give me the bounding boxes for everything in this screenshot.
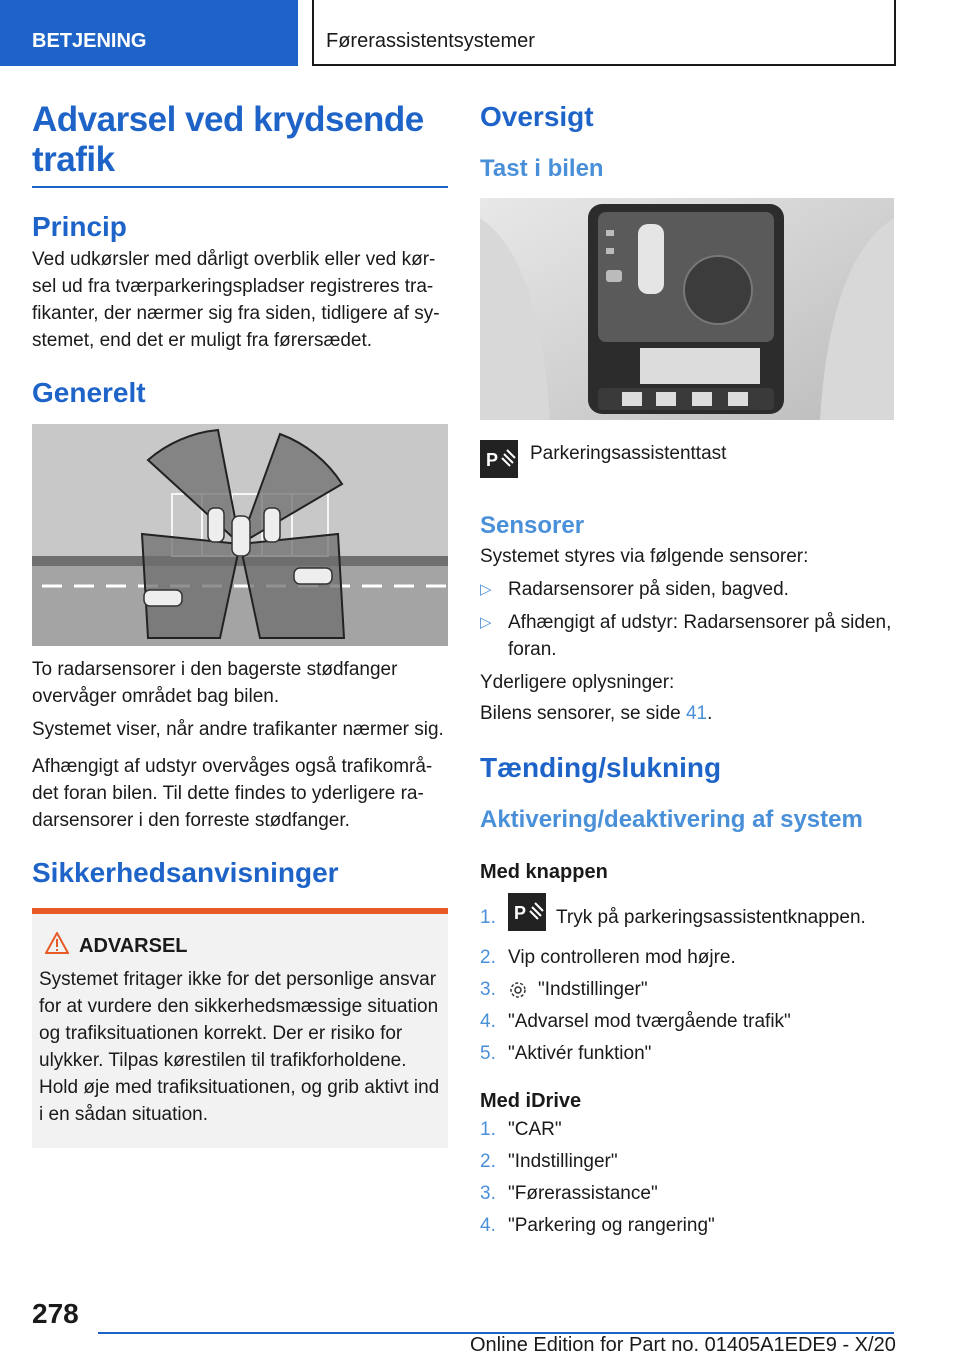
bullet-triangle-icon: ▷ [480, 581, 492, 598]
page-link[interactable]: 41 [685, 703, 708, 724]
list-item: 2. "Indstillinger" [480, 1151, 618, 1172]
list-item: 1. P Tryk på parkeringsassistentknappen. [480, 893, 900, 942]
principle-text: Ved udkørsler med dårligt overblik eller ved kør-sel ud fra tværparkeringspladser registreres tra-fikanter, der nærmer sig fra siden, tidligere af sy-stemet, end det er muligt fra førersædet. [32, 249, 440, 351]
warning-box [32, 908, 448, 1148]
button-heading: Tast i bilen [480, 155, 604, 182]
chapter-title: Førerassistentsystemer [312, 0, 896, 66]
idrive-steps [480, 1114, 900, 1242]
park-assist-icon [508, 893, 546, 942]
list-item: ▷ Afhængigt af udstyr: Radarsensorer på siden, foran. [480, 609, 900, 663]
figure-caption: To radarsensorer i den bagerste stødfanger overvåger området bag bilen. [32, 659, 398, 707]
list-item: 5. "Aktivér funktion" [480, 1043, 652, 1064]
section-tab: BETJENING [0, 0, 298, 66]
button-legend [480, 440, 900, 483]
principle-heading: Princip [32, 211, 127, 242]
svg-text:P: P [486, 450, 499, 470]
general-paragraph-3: Afhængigt af udstyr overvåges også trafikområ-det foran bilen. Til dette findes to yderligere ra-darsensorer i den forreste stødfanger. [32, 756, 433, 831]
list-item: 4. "Parkering og rangering" [480, 1215, 715, 1236]
warning-triangle-icon [45, 932, 69, 960]
safety-heading: Sikkerhedsanvisninger [32, 857, 339, 888]
button-caption: Parkeringsassistenttast [530, 443, 727, 464]
sensors-heading: Sensorer [480, 512, 585, 539]
svg-text:P: P [514, 903, 527, 923]
right-column [480, 100, 900, 1242]
warning-title: ADVARSEL [79, 934, 188, 957]
sensors-reference: Bilens sensorer, se side 41. [480, 703, 713, 724]
gear-icon [508, 980, 528, 1000]
button-subheading: Med knappen [480, 861, 608, 883]
edition-text: Online Edition for Part no. 01405A1EDE9 - X/20 [470, 1334, 896, 1356]
list-item: 2. Vip controlleren mod højre. [480, 947, 736, 968]
button-steps [480, 893, 900, 1070]
more-info: Yderligere oplysninger: [480, 672, 675, 693]
list-item: ▷ Radarsensorer på siden, bagved. [480, 576, 900, 603]
list-item: 1. "CAR" [480, 1119, 562, 1140]
warning-header [39, 932, 440, 960]
park-assist-icon [480, 440, 518, 483]
center-console-photo [480, 198, 894, 420]
general-heading: Generelt [32, 377, 146, 408]
general-paragraph-2: Systemet viser, når andre trafikanter nærmer sig. [32, 719, 444, 740]
page-number: 278 [32, 1298, 79, 1329]
list-item: 3. "Indstillinger" [480, 979, 648, 1000]
sensors-intro: Systemet styres via følgende sensorer: [480, 546, 809, 567]
onoff-heading: Tænding/slukning [480, 752, 722, 783]
page-title: Advarsel ved krydsende trafik [32, 100, 448, 188]
activate-heading: Aktivering/deaktivering af system [480, 806, 863, 833]
overview-heading: Oversigt [480, 101, 594, 132]
list-item: 3. "Førerassistance" [480, 1183, 658, 1204]
list-item: 4. "Advarsel mod tværgående trafik" [480, 1011, 791, 1032]
radar-illustration [32, 424, 448, 646]
warning-text: Systemet fritager ikke for det personlige ansvar for at vurdere den sikkerhedsmæssige situation og trafiksituationen korrekt. Der er risiko for ulykker. Tilpas kørestilen til trafikforholdene. Hold øje med trafiksituationen, og grib aktivt ind i en sådan situation. [39, 969, 440, 1125]
bullet-triangle-icon: ▷ [480, 614, 492, 631]
left-column [32, 100, 448, 1148]
idrive-subheading: Med iDrive [480, 1090, 582, 1112]
